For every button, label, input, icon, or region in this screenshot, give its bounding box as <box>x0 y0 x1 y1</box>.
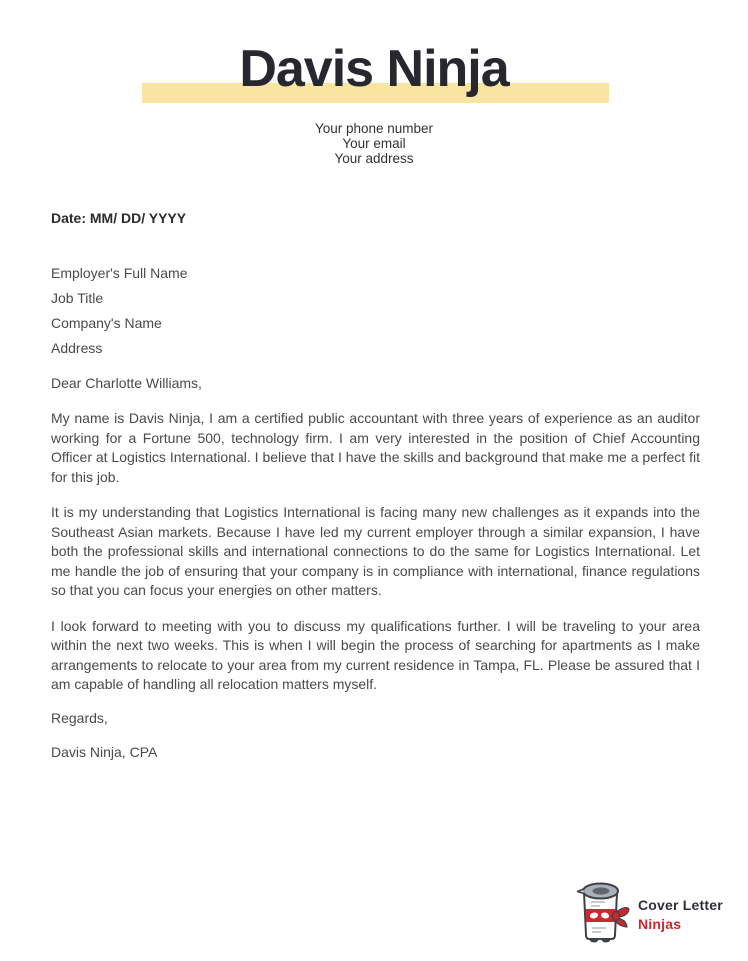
recipient-block <box>51 261 700 361</box>
date-line: Date: MM/ DD/ YYYY <box>51 210 187 226</box>
letter-body <box>51 208 700 763</box>
brand-logo <box>570 879 723 950</box>
signature-line: Davis Ninja, CPA <box>51 744 158 760</box>
recipient-job-title: Job Title <box>51 290 104 306</box>
letter-paragraph-2: It is my understanding that Logistics International is facing many new challenges as it expands into the Southeast Asian markets. Because I have led my current employer through a similar expansion, I have both the professional skills and international connections to do the same for Logistics International. Let me handle the job of ensuring that your company is in compliance with international, finance regulations so that you can focus your energies on other matters. <box>51 504 700 598</box>
ninja-scroll-mascot-icon <box>570 879 632 950</box>
contact-email: Your email <box>342 136 406 151</box>
recipient-company: Company's Name <box>51 315 162 331</box>
letter-paragraph-1: My name is Davis Ninja, I am a certified public accountant with three years of experience as an auditor working for a Fortune 500, technology firm. I am very interested in the position of Chief Accounting Officer at Logistics International. I believe that I have the skills and background that make me a perfect fit for this job. <box>51 410 700 485</box>
contact-phone: Your phone number <box>314 121 434 136</box>
applicant-name-title: Davis Ninja <box>239 40 509 98</box>
brand-wordmark <box>638 896 723 934</box>
contact-address: Your address <box>334 151 414 166</box>
brand-wordmark-top: Cover Letter <box>638 896 723 913</box>
recipient-address: Address <box>51 340 103 356</box>
recipient-name: Employer's Full Name <box>51 265 188 281</box>
brand-wordmark-bottom: Ninjas <box>638 915 682 932</box>
closing-line: Regards, <box>51 709 108 726</box>
contact-block <box>0 121 748 166</box>
letter-paragraph-3: I look forward to meeting with you to discuss my qualifications further. I will be traveling to your area within the next two weeks. This is when I will begin the process of searching for apartments as I make arrangements to relocate to your area from my current residence in Tampa, FL. Please be assured that I am capable of handling all relocation matters myself. <box>51 617 700 692</box>
salutation: Dear Charlotte Williams, <box>51 375 202 391</box>
